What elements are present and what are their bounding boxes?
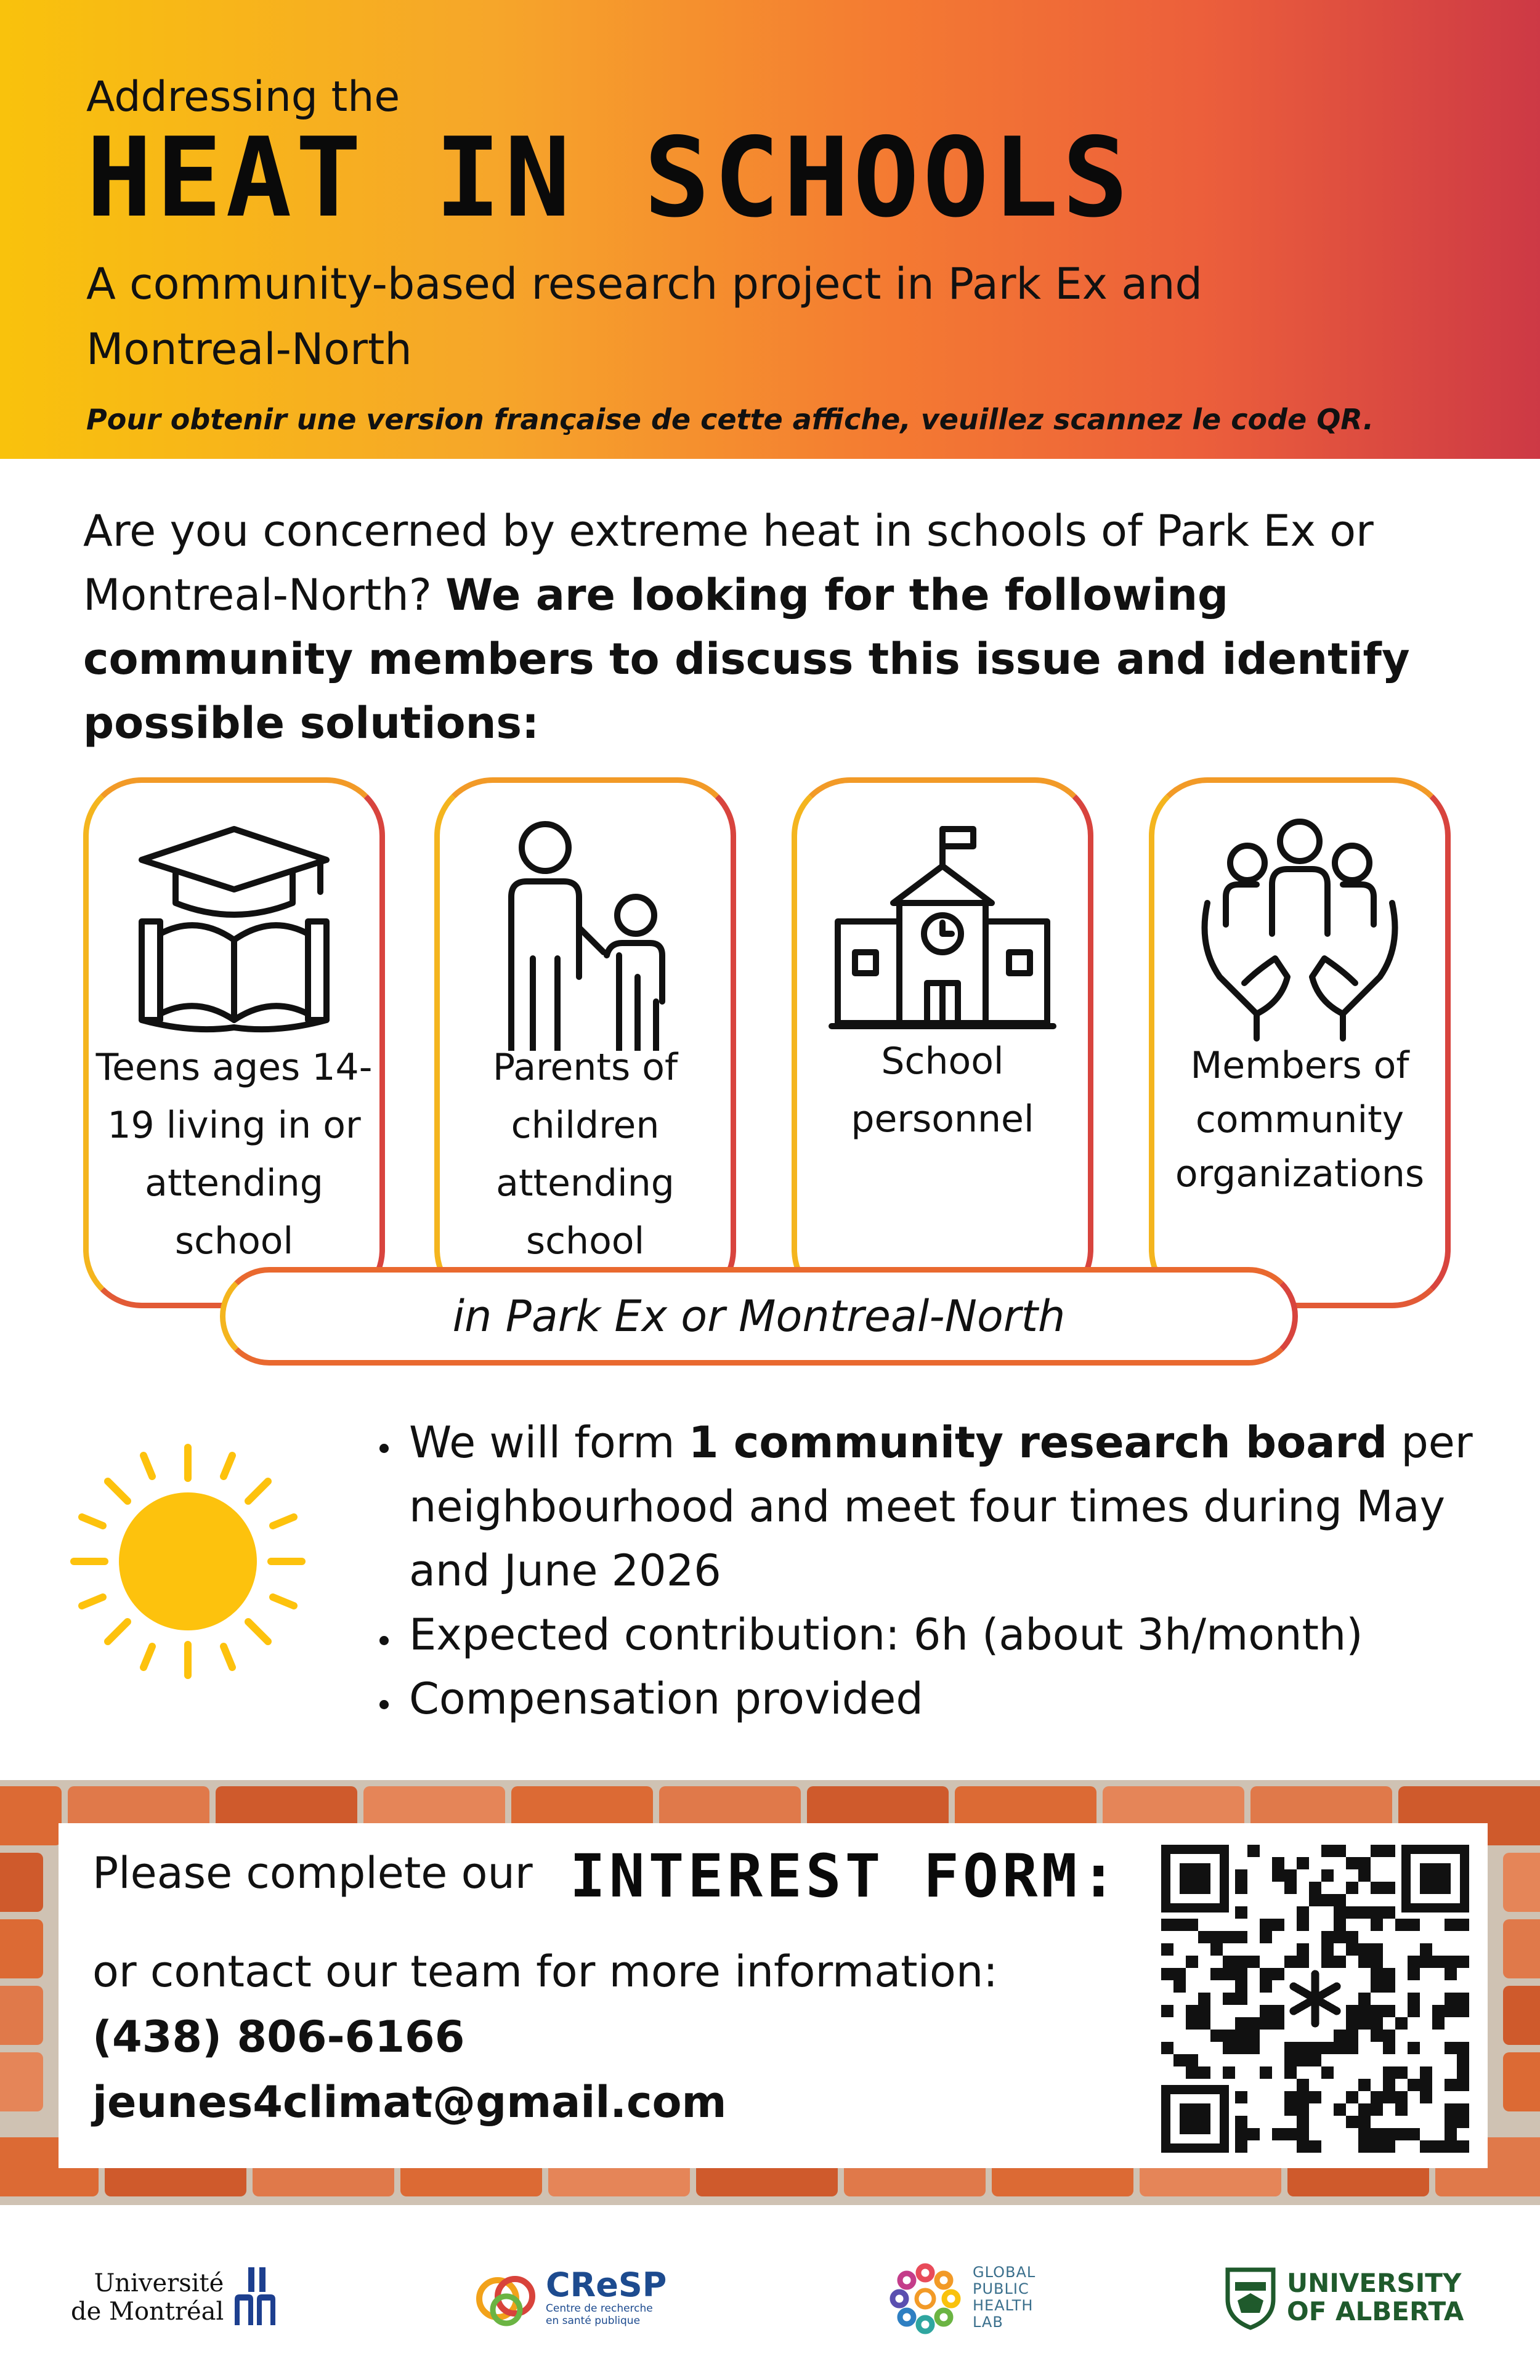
list-item [402,1411,1517,1603]
community-hands-icon [1183,817,1417,1051]
intro-paragraph [83,499,1475,755]
card-school-personnel-label: School personnel [851,1040,1034,1141]
french-version-note: Pour obtenir une version française de cette affiche, veuillez scannez le code QR. [86,403,1374,436]
contact-prompt: or contact our team for more information: [92,1946,998,1997]
card-teens-label: Teens ages 14-19 living in or attending school [95,1046,373,1263]
logo-cresp [468,2254,667,2341]
interest-form-link[interactable]: INTEREST FORM: [570,1842,1121,1911]
header-intro: Addressing the [86,73,400,121]
card-community-label: Members of community organizations [1175,1044,1425,1196]
ualberta-line1: UNIVERSITY [1287,2268,1462,2298]
udem-line1: Université [94,2269,224,2297]
parent-child-icon [468,817,702,1051]
card-school-personnel [792,777,1093,1308]
graduation-book-icon [117,817,351,1051]
header-subtitle: A community-based research project in Park Ex and Montreal-North [86,259,1202,374]
card-parents-label: Parents of children attending school [492,1046,678,1263]
udem-emblem-icon [230,2264,285,2331]
bullet-text: We will form [409,1417,689,1468]
school-building-icon [825,817,1060,1051]
card-parents [434,777,736,1308]
logo-university-of-alberta [1223,2254,1464,2341]
logo-universite-de-montreal [71,2254,285,2341]
cresp-emblem-icon [468,2261,542,2334]
gphl-flower-icon [887,2259,964,2336]
bullet-bold-text: 1 community research board [688,1417,1388,1468]
gphl-line2: PUBLIC [973,2280,1029,2297]
ualberta-shield-icon [1223,2264,1278,2331]
card-teens [83,777,385,1308]
cresp-name: CReSP [546,2265,667,2304]
list-item: • Compensation provided [402,1667,1517,1731]
cresp-sub2: en santé publique [546,2315,641,2327]
list-item: • Expected contribution: 6h (about 3h/month) [402,1603,1517,1667]
page-title: HEAT IN SCHOOLS [86,114,1132,241]
bullet-text: per neighbourhood and meet four times during May and June 2026 [409,1417,1473,1596]
gphl-line1: GLOBAL [973,2264,1036,2281]
cresp-sub1: Centre de recherche [546,2302,653,2315]
details-list [363,1411,1517,1731]
contact-email[interactable]: jeunes4climat@gmail.com [92,2077,727,2127]
intro-text: Are you concerned by extreme heat in schools of Park Ex or Montreal-North? [83,506,1374,620]
udem-line2: de Montréal [71,2297,224,2326]
gphl-line3: HEALTH [973,2297,1034,2314]
sun-icon [59,1432,317,1691]
gphl-line4: LAB [973,2313,1003,2331]
location-pill: in Park Ex or Montreal-North [220,1267,1298,1366]
card-community-organizations [1149,777,1451,1308]
intro-bold-text: We are looking for the following community members to discuss this issue and identify possible solutions: [83,570,1410,748]
form-prompt: Please complete our [92,1848,533,1898]
contact-phone[interactable]: (438) 806-6166 [92,2012,465,2062]
ualberta-line2: OF ALBERTA [1287,2296,1464,2326]
qr-code-icon[interactable] [1161,1845,1469,2153]
logo-global-public-health-lab [887,2254,1035,2341]
